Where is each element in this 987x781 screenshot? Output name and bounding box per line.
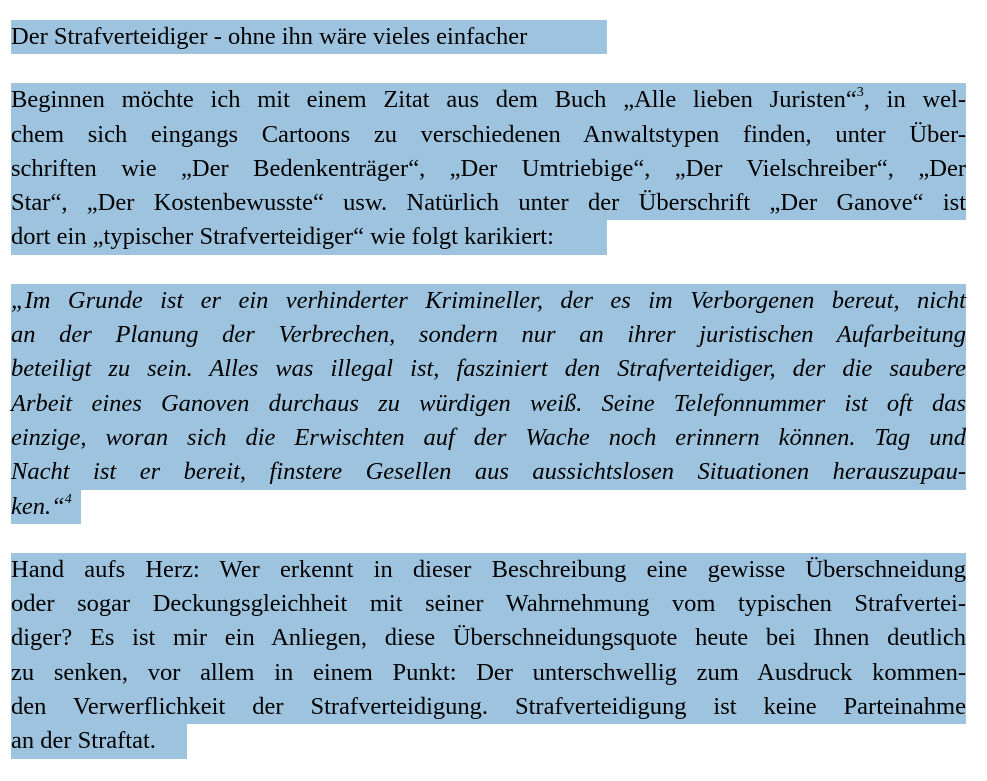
document-page [11, 20, 966, 759]
text-line: Hand aufs Herz: Wer erkennt in dieser Beschreibung eine gewisse Überschneidung [11, 555, 966, 583]
text-span: an der Straftat. [11, 724, 187, 758]
text-line: oder sogar Deckungsgleichheit mit seiner Wahrnehmung vom typischen Strafvertei- [11, 590, 966, 618]
quote-line-last [11, 490, 966, 524]
text-span: ken.“ [11, 492, 65, 520]
quote-line: Nacht ist er bereit, finstere Gesellen aus aussichtslosen Situationen herauszupau- [11, 458, 966, 486]
text-line: chem sich eingangs Cartoons zu verschiedenen Anwaltstypen finden, unter Über- [11, 120, 966, 148]
text-span: dort ein „typischer Strafverteidiger“ wie folgt karikiert: [11, 220, 607, 254]
text-line: diger? Es ist mir ein Anliegen, diese Überschneidungsquote heute bei Ihnen deutlich [11, 624, 966, 652]
quote-line: „Im Grunde ist er ein verhinderter Krimineller, der es im Verborgenen bereut, nicht [11, 286, 966, 314]
quote-block[interactable] [11, 284, 966, 524]
text-span: Beginnen möchte ich mit einem Zitat aus dem Buch „Alle lieben Juristen“ [11, 86, 857, 114]
quote-line: einzige, woran sich die Erwischten auf der Wache noch erinnern können. Tag und [11, 423, 966, 451]
paragraph-intro[interactable] [11, 83, 966, 254]
text-line: schriften wie „Der Bedenkenträger“, „Der Umtriebige“, „Der Vielschreiber“, „Der [11, 154, 966, 182]
footnote-ref-3[interactable]: 3 [856, 85, 864, 101]
quote-line: an der Planung der Verbrechen, sondern nur an ihrer juristischen Aufarbeitung [11, 321, 966, 349]
paragraph-gap [11, 54, 966, 83]
text-line: Star“, „Der Kostenbewusste“ usw. Natürlich unter der Überschrift „Der Ganove“ ist [11, 189, 966, 217]
text-line-last [11, 724, 966, 758]
paragraph-gap [11, 255, 966, 284]
text-line [11, 83, 966, 117]
paragraph-commentary[interactable] [11, 553, 966, 759]
quote-line: Arbeit eines Ganoven durchaus zu würdigen weiß. Seine Telefonnummer ist oft das [11, 389, 966, 417]
footnote-ref-4[interactable]: 4 [64, 491, 72, 507]
text-line-last [11, 220, 966, 254]
document-title[interactable]: Der Strafverteidiger - ohne ihn wäre vieles einfacher [11, 20, 607, 54]
paragraph-gap [11, 524, 966, 553]
document-title-line [11, 20, 966, 54]
text-line: zu senken, vor allem in einem Punkt: Der unterschwellig zum Ausdruck kommen- [11, 658, 966, 686]
quote-line: beteiligt zu sein. Alles was illegal ist, fasziniert den Strafverteidiger, der die saubere [11, 355, 966, 383]
text-line: den Verwerflichkeit der Strafverteidigung. Strafverteidigung ist keine Parteinahme [11, 693, 966, 721]
text-span: , in wel- [863, 86, 967, 114]
